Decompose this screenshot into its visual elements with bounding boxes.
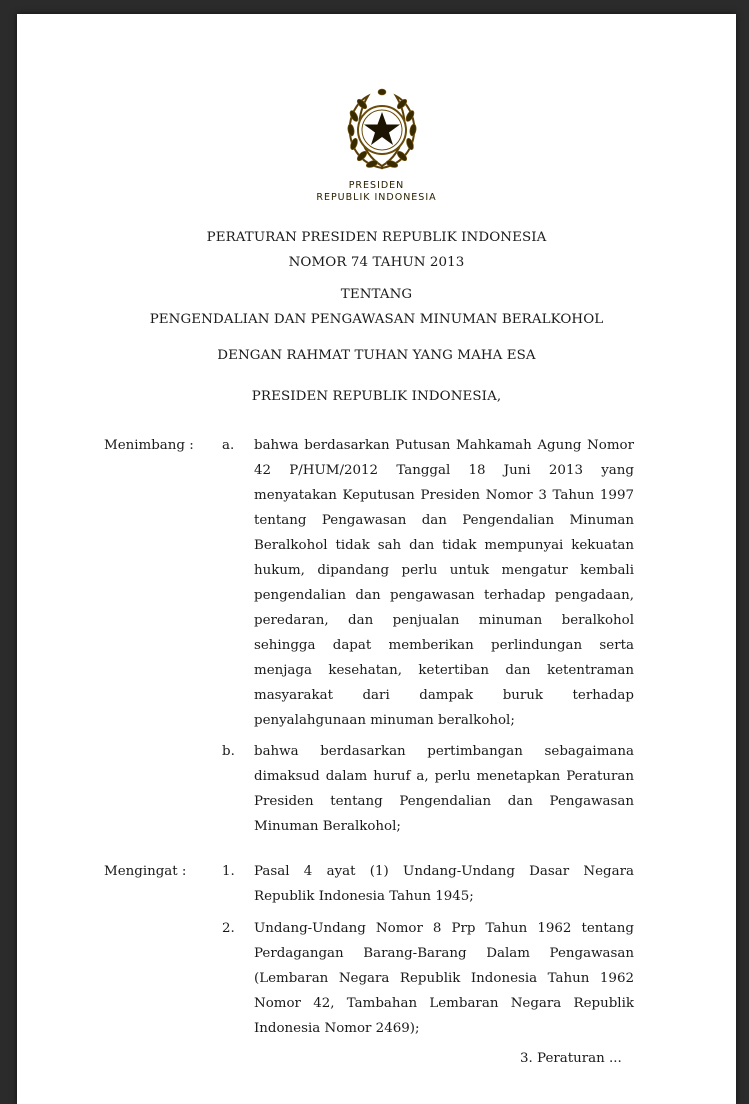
issuer: PRESIDEN REPUBLIK INDONESIA, bbox=[251, 389, 502, 404]
clause-marker: 2. bbox=[222, 921, 235, 936]
menimbang-clause-b: bahwa berdasarkan pertimbangan sebagaimana dimaksud dalam huruf a, perlu menetapkan Peraturan Presiden tentang Pengendalian dan Pengawasan Minuman Beralkohol; bbox=[254, 744, 634, 834]
invocation: DENGAN RAHMAT TUHAN YANG MAHA ESA bbox=[217, 348, 536, 363]
regulation-title: PERATURAN PRESIDEN REPUBLIK INDONESIA bbox=[206, 230, 547, 245]
menimbang-clause-a: bahwa berdasarkan Putusan Mahkamah Agung Nomor 42 P/HUM/2012 Tanggal 18 Juni 2013 yang menyatakan Keputusan Presiden Nomor 3 Tahun 1997 tentang Pengawasan dan Pengendalian Minuman Beralkohol tidak sah dan tidak mempunyai kekuatan hukum, dipandang perlu untuk mengatur kembali pengendalian dan pengawasan terhadap pengadaan, peredaran, dan penjualan minuman beralkohol sehingga dapat memberikan perlindungan serta menjaga kesehatan, ketertiban dan ketentraman masyarakat dari dampak buruk terhadap penyalahgunaan minuman beralkohol; bbox=[254, 438, 634, 728]
emblem-caption-republic: REPUBLIK INDONESIA bbox=[316, 192, 437, 203]
clause-marker: b. bbox=[222, 744, 235, 759]
mengingat-clause-1: Pasal 4 ayat (1) Undang-Undang Dasar Negara Republik Indonesia Tahun 1945; bbox=[254, 864, 634, 904]
emblem-caption-president: PRESIDEN bbox=[348, 180, 405, 191]
mengingat-clause-2: Undang-Undang Nomor 8 Prp Tahun 1962 tentang Perdagangan Barang-Barang Dalam Pengawasan (Lembaran Negara Republik Indonesia Tahun 1962 Nomor 42, Tambahan Lembaran Negara Republik Indonesia Nomor 2469); bbox=[254, 921, 634, 1036]
continuation-marker: 3. Peraturan ... bbox=[520, 1051, 622, 1066]
regulation-number: NOMOR 74 TAHUN 2013 bbox=[288, 255, 465, 270]
about-heading: TENTANG bbox=[340, 287, 413, 302]
document-page bbox=[17, 14, 736, 1104]
clause-marker: a. bbox=[222, 438, 235, 453]
garuda-star-emblem-icon bbox=[342, 86, 422, 176]
regulation-subject: PENGENDALIAN DAN PENGAWASAN MINUMAN BERALKOHOL bbox=[149, 312, 604, 327]
clause-marker: 1. bbox=[222, 864, 235, 879]
mengingat-label: Mengingat : bbox=[104, 864, 187, 879]
menimbang-label: Menimbang : bbox=[104, 438, 194, 453]
